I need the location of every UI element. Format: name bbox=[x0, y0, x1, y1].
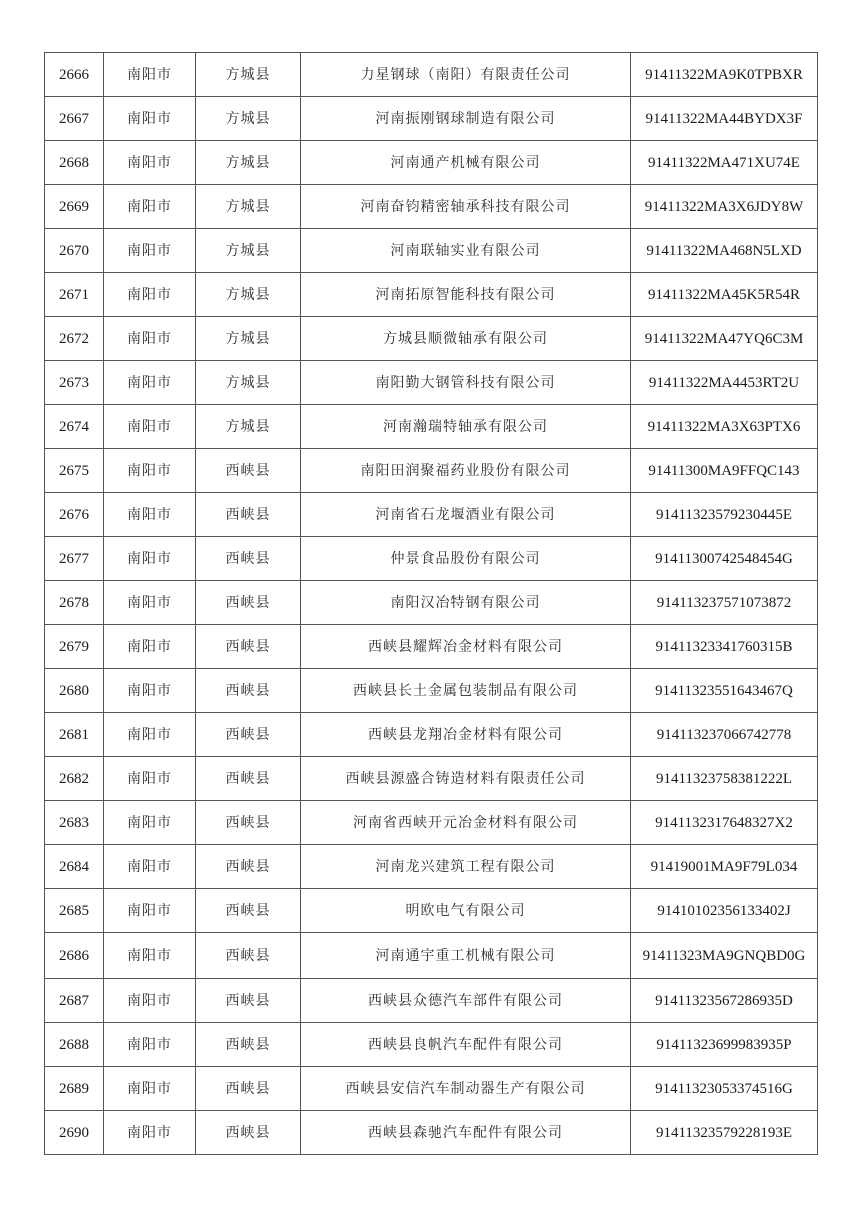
county-cell: 西峡县 bbox=[196, 581, 301, 625]
county-cell: 西峡县 bbox=[196, 1067, 301, 1111]
credit-code-cell: 91411323758381222L bbox=[631, 757, 818, 801]
company-name-cell: 南阳汉冶特钢有限公司 bbox=[301, 581, 631, 625]
county-cell: 西峡县 bbox=[196, 845, 301, 889]
credit-code-cell: 91419001MA9F79L034 bbox=[631, 845, 818, 889]
row-number: 2668 bbox=[45, 141, 104, 185]
company-name-cell: 明欧电气有限公司 bbox=[301, 889, 631, 933]
city-cell: 南阳市 bbox=[104, 361, 196, 405]
company-name-cell: 西峡县龙翔冶金材料有限公司 bbox=[301, 713, 631, 757]
table-row bbox=[45, 889, 818, 933]
row-number: 2686 bbox=[45, 933, 104, 979]
county-cell: 方城县 bbox=[196, 185, 301, 229]
row-number: 2682 bbox=[45, 757, 104, 801]
company-name-cell: 西峡县众德汽车部件有限公司 bbox=[301, 979, 631, 1023]
company-name-cell: 河南瀚瑞特轴承有限公司 bbox=[301, 405, 631, 449]
city-cell: 南阳市 bbox=[104, 1111, 196, 1155]
city-cell: 南阳市 bbox=[104, 317, 196, 361]
company-name-cell: 河南省石龙堰酒业有限公司 bbox=[301, 493, 631, 537]
table-row bbox=[45, 141, 818, 185]
county-cell: 西峡县 bbox=[196, 801, 301, 845]
table-row bbox=[45, 273, 818, 317]
table-row bbox=[45, 625, 818, 669]
county-cell: 西峡县 bbox=[196, 449, 301, 493]
credit-code-cell: 91411323551643467Q bbox=[631, 669, 818, 713]
row-number: 2678 bbox=[45, 581, 104, 625]
company-name-cell: 西峡县长土金属包装制品有限公司 bbox=[301, 669, 631, 713]
row-number: 2690 bbox=[45, 1111, 104, 1155]
credit-code-cell: 91411322MA3X63PTX6 bbox=[631, 405, 818, 449]
company-name-cell: 南阳勤大钢管科技有限公司 bbox=[301, 361, 631, 405]
table-row bbox=[45, 581, 818, 625]
row-number: 2672 bbox=[45, 317, 104, 361]
table-row bbox=[45, 1023, 818, 1067]
row-number: 2667 bbox=[45, 97, 104, 141]
city-cell: 南阳市 bbox=[104, 1023, 196, 1067]
county-cell: 西峡县 bbox=[196, 757, 301, 801]
credit-code-cell: 91411323567286935D bbox=[631, 979, 818, 1023]
table-row bbox=[45, 361, 818, 405]
company-name-cell: 河南通产机械有限公司 bbox=[301, 141, 631, 185]
company-name-cell: 西峡县耀辉冶金材料有限公司 bbox=[301, 625, 631, 669]
row-number: 2681 bbox=[45, 713, 104, 757]
company-name-cell: 力星钢球（南阳）有限责任公司 bbox=[301, 53, 631, 97]
credit-code-cell: 91411322MA468N5LXD bbox=[631, 229, 818, 273]
credit-code-cell: 91411323699983935P bbox=[631, 1023, 818, 1067]
city-cell: 南阳市 bbox=[104, 229, 196, 273]
company-name-cell: 仲景食品股份有限公司 bbox=[301, 537, 631, 581]
table-row bbox=[45, 493, 818, 537]
city-cell: 南阳市 bbox=[104, 979, 196, 1023]
credit-code-cell: 91411322MA3X6JDY8W bbox=[631, 185, 818, 229]
county-cell: 方城县 bbox=[196, 141, 301, 185]
table-row bbox=[45, 53, 818, 97]
city-cell: 南阳市 bbox=[104, 845, 196, 889]
row-number: 2680 bbox=[45, 669, 104, 713]
city-cell: 南阳市 bbox=[104, 581, 196, 625]
credit-code-cell: 91411323MA9GNQBD0G bbox=[631, 933, 818, 979]
county-cell: 方城县 bbox=[196, 53, 301, 97]
table-row bbox=[45, 845, 818, 889]
credit-code-cell: 914113237571073872 bbox=[631, 581, 818, 625]
credit-code-cell: 91411323579230445E bbox=[631, 493, 818, 537]
city-cell: 南阳市 bbox=[104, 449, 196, 493]
county-cell: 方城县 bbox=[196, 229, 301, 273]
table-row bbox=[45, 229, 818, 273]
city-cell: 南阳市 bbox=[104, 889, 196, 933]
row-number: 2685 bbox=[45, 889, 104, 933]
table-row bbox=[45, 801, 818, 845]
county-cell: 方城县 bbox=[196, 97, 301, 141]
table-row bbox=[45, 757, 818, 801]
company-name-cell: 西峡县安信汽车制动器生产有限公司 bbox=[301, 1067, 631, 1111]
row-number: 2674 bbox=[45, 405, 104, 449]
company-name-cell: 河南联轴实业有限公司 bbox=[301, 229, 631, 273]
credit-code-cell: 91410102356133402J bbox=[631, 889, 818, 933]
company-name-cell: 河南省西峡开元冶金材料有限公司 bbox=[301, 801, 631, 845]
county-cell: 西峡县 bbox=[196, 669, 301, 713]
table-row bbox=[45, 1111, 818, 1155]
credit-code-cell: 91411322MA45K5R54R bbox=[631, 273, 818, 317]
city-cell: 南阳市 bbox=[104, 185, 196, 229]
credit-code-cell: 91411322MA9K0TPBXR bbox=[631, 53, 818, 97]
county-cell: 方城县 bbox=[196, 317, 301, 361]
company-name-cell: 河南通宇重工机械有限公司 bbox=[301, 933, 631, 979]
row-number: 2684 bbox=[45, 845, 104, 889]
table-row bbox=[45, 713, 818, 757]
row-number: 2676 bbox=[45, 493, 104, 537]
county-cell: 西峡县 bbox=[196, 1023, 301, 1067]
table-row bbox=[45, 1067, 818, 1111]
row-number: 2671 bbox=[45, 273, 104, 317]
row-number: 2666 bbox=[45, 53, 104, 97]
row-number: 2689 bbox=[45, 1067, 104, 1111]
credit-code-cell: 91411322MA4453RT2U bbox=[631, 361, 818, 405]
county-cell: 西峡县 bbox=[196, 537, 301, 581]
row-number: 2670 bbox=[45, 229, 104, 273]
row-number: 2688 bbox=[45, 1023, 104, 1067]
city-cell: 南阳市 bbox=[104, 405, 196, 449]
company-name-cell: 西峡县源盛合铸造材料有限责任公司 bbox=[301, 757, 631, 801]
company-name-cell: 西峡县森驰汽车配件有限公司 bbox=[301, 1111, 631, 1155]
county-cell: 西峡县 bbox=[196, 625, 301, 669]
credit-code-cell: 91411300MA9FFQC143 bbox=[631, 449, 818, 493]
credit-code-cell: 91411323341760315B bbox=[631, 625, 818, 669]
table-row bbox=[45, 97, 818, 141]
credit-code-cell: 9141132317648327X2 bbox=[631, 801, 818, 845]
row-number: 2673 bbox=[45, 361, 104, 405]
city-cell: 南阳市 bbox=[104, 1067, 196, 1111]
city-cell: 南阳市 bbox=[104, 933, 196, 979]
row-number: 2687 bbox=[45, 979, 104, 1023]
city-cell: 南阳市 bbox=[104, 493, 196, 537]
credit-code-cell: 914113237066742778 bbox=[631, 713, 818, 757]
table-row bbox=[45, 185, 818, 229]
county-cell: 方城县 bbox=[196, 361, 301, 405]
credit-code-cell: 91411322MA47YQ6C3M bbox=[631, 317, 818, 361]
credit-code-cell: 91411322MA44BYDX3F bbox=[631, 97, 818, 141]
row-number: 2669 bbox=[45, 185, 104, 229]
city-cell: 南阳市 bbox=[104, 141, 196, 185]
county-cell: 西峡县 bbox=[196, 1111, 301, 1155]
table-row bbox=[45, 405, 818, 449]
credit-code-cell: 91411322MA471XU74E bbox=[631, 141, 818, 185]
company-name-cell: 方城县顺微轴承有限公司 bbox=[301, 317, 631, 361]
city-cell: 南阳市 bbox=[104, 669, 196, 713]
table-row bbox=[45, 317, 818, 361]
table-row bbox=[45, 449, 818, 493]
city-cell: 南阳市 bbox=[104, 625, 196, 669]
city-cell: 南阳市 bbox=[104, 537, 196, 581]
county-cell: 西峡县 bbox=[196, 933, 301, 979]
row-number: 2675 bbox=[45, 449, 104, 493]
credit-code-cell: 91411300742548454G bbox=[631, 537, 818, 581]
row-number: 2677 bbox=[45, 537, 104, 581]
company-name-cell: 河南振刚钢球制造有限公司 bbox=[301, 97, 631, 141]
city-cell: 南阳市 bbox=[104, 97, 196, 141]
county-cell: 西峡县 bbox=[196, 493, 301, 537]
city-cell: 南阳市 bbox=[104, 801, 196, 845]
county-cell: 西峡县 bbox=[196, 979, 301, 1023]
county-cell: 西峡县 bbox=[196, 713, 301, 757]
table-row bbox=[45, 537, 818, 581]
table-row bbox=[45, 669, 818, 713]
credit-code-cell: 91411323053374516G bbox=[631, 1067, 818, 1111]
table-row bbox=[45, 933, 818, 979]
company-name-cell: 西峡县良帆汽车配件有限公司 bbox=[301, 1023, 631, 1067]
company-list-table bbox=[44, 52, 818, 1155]
city-cell: 南阳市 bbox=[104, 757, 196, 801]
city-cell: 南阳市 bbox=[104, 273, 196, 317]
company-name-cell: 河南奋钧精密轴承科技有限公司 bbox=[301, 185, 631, 229]
county-cell: 方城县 bbox=[196, 405, 301, 449]
credit-code-cell: 91411323579228193E bbox=[631, 1111, 818, 1155]
city-cell: 南阳市 bbox=[104, 713, 196, 757]
company-name-cell: 河南龙兴建筑工程有限公司 bbox=[301, 845, 631, 889]
row-number: 2679 bbox=[45, 625, 104, 669]
county-cell: 西峡县 bbox=[196, 889, 301, 933]
company-name-cell: 南阳田润聚福药业股份有限公司 bbox=[301, 449, 631, 493]
city-cell: 南阳市 bbox=[104, 53, 196, 97]
company-name-cell: 河南拓原智能科技有限公司 bbox=[301, 273, 631, 317]
table-row bbox=[45, 979, 818, 1023]
row-number: 2683 bbox=[45, 801, 104, 845]
county-cell: 方城县 bbox=[196, 273, 301, 317]
